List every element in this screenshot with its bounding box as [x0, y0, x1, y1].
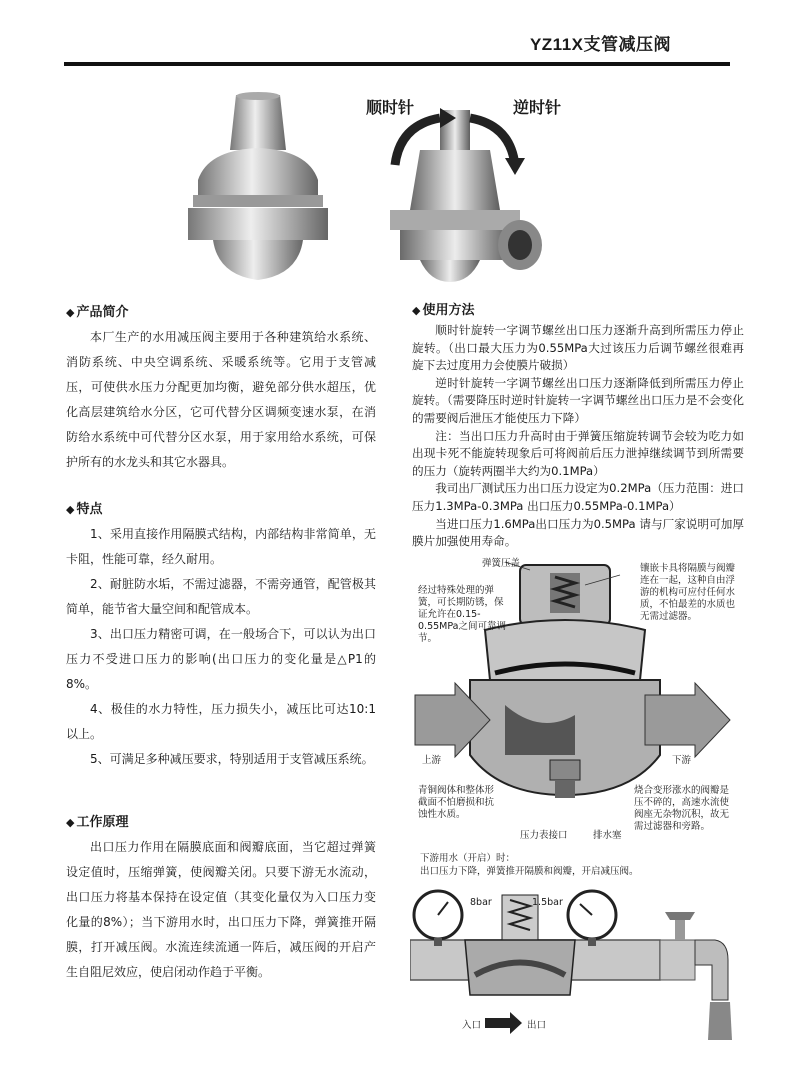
- features-section: [66, 497, 376, 772]
- feature-item: 4、极佳的水力特性，压力损失小，减压比可达10:1以上。: [66, 702, 376, 741]
- intro-title: ◆ 产品简介: [66, 305, 129, 320]
- clockwise-label: 顺时针: [366, 98, 415, 117]
- valve-photo-adjust: [360, 90, 550, 285]
- feature-item: 3、出口压力精密可调，在一般场合下，可以认为出口压力不受进口压力的影响(出口压力的变化量是△P1的8%。: [66, 627, 376, 691]
- label-gauge-port: 压力表接口: [520, 830, 568, 841]
- usage-paragraph: 我司出厂测试压力出口压力设定为0.2MPa（压力范围：进口压力1.3MPa-0.3MPa 出口压力0.55MPa-0.1MPa）: [412, 481, 744, 513]
- usage-paragraph: 顺时针旋转一字调节螺丝出口压力逐渐升高到所需压力停止旋转。（出口最大压力为0.55MPa大过该压力后调节螺丝很难再旋下去过度用力会使膜片破损）: [412, 323, 744, 373]
- diamond-icon: ◆: [66, 503, 75, 516]
- counterclockwise-label: 逆时针: [513, 98, 562, 117]
- label-inlet: 入口: [462, 1020, 482, 1031]
- principle-text: 出口压力作用在隔膜底面和阀瓣底面，当它超过弹簧设定值时，压缩弹簧，使阀瓣关闭。只要下游无水流动，出口压力将基本保持在设定值（其变化量仅为入口压力变化量的8%）；当下游用水时，出口压力下降，弹簧推开隔膜，打开减压阀。水流连续流通一阵后，减压阀的开启产生自阻尼效应，使启闭动作趋于平衡。: [66, 840, 376, 979]
- header-rule: [64, 62, 730, 66]
- features-title: ◆ 特点: [66, 502, 103, 517]
- gauge-outlet-reading: 1.5bar: [532, 897, 563, 908]
- valve-photo-front: [188, 90, 328, 285]
- label-seat-note: 烧合变形涨水的阀瓣是压不碎的，高速水流使阀座无杂物沉积，故无需过滤器和旁路。: [634, 785, 730, 832]
- page-title: YZ11X支管减压阀: [529, 35, 671, 54]
- feature-item: 2、耐脏防水垢，不需过滤器，不需旁通管，配管极其简单，能节省大量空间和配管成本。: [66, 577, 376, 616]
- usage-paragraph: 当进口压力1.6MPa出口压力为0.5MPa 请与厂家说明可加厚膜片加强使用寿命。: [412, 516, 744, 549]
- usage-title: ◆ 使用方法: [412, 303, 475, 318]
- diamond-icon: ◆: [66, 816, 75, 829]
- intro-text: 本厂生产的水用减压阀主要用于各种建筑给水系统、消防系统、中央空调系统、采暖系统等。它用于支管减压，可使供水压力分配更加均衡，避免部分供水超压，优化高层建筑给水分区，它可代替分区调频变速水泵，在消防给水系统中可代替分区水泵，用于家用给水系统，可保护所有的水龙头和其它水器具。: [66, 330, 376, 469]
- label-upstream: 上游: [422, 755, 442, 766]
- label-outlet: 出口: [527, 1020, 547, 1031]
- usage-section: [412, 300, 744, 551]
- label-body-note: 青铜阀体和整体形截面不怕磨损和抗蚀性水质。: [418, 785, 495, 820]
- principle-title: ◆ 工作原理: [66, 815, 129, 830]
- label-diaphragm-note: 镶嵌卡具将隔膜与阀瓣连在一起，这种自由浮游的机构可应付任何水质，不怕最差的水质也无需过滤器。: [640, 563, 736, 622]
- system-caption-line2: 出口压力下降，弹簧推开隔膜和阀瓣，开启减压阀。: [420, 866, 639, 877]
- label-drain: 排水塞: [593, 830, 622, 841]
- diamond-icon: ◆: [412, 304, 421, 317]
- feature-item: 5、可满足多种减压要求，特别适用于支管减压系统。: [90, 752, 374, 766]
- label-downstream: 下游: [672, 755, 692, 766]
- principle-section: [66, 810, 376, 985]
- feature-item: 1、采用直接作用隔膜式结构，内部结构非常简单，无卡阻，性能可靠，经久耐用。: [66, 527, 376, 566]
- gauge-inlet-reading: 8bar: [470, 897, 492, 908]
- usage-paragraph: 注：当出口压力升高时由于弹簧压缩旋转调节会较为吃力如出现卡死不能旋转现象后可将阀前后压力泄掉继续调节到所需要的压力（旋转两圈半大约为0.1MPa）: [412, 428, 744, 478]
- label-spring-note: 经过特殊处理的弹簧，可长期防锈，保证允许在0.15-0.55MPa之间可靠调节。: [418, 585, 506, 644]
- system-caption-line1: 下游用水（开启）时：: [420, 853, 516, 864]
- system-diagram: [410, 880, 740, 1040]
- intro-section: [66, 300, 376, 475]
- label-spring-cover: 弹簧压盖: [482, 558, 521, 569]
- diamond-icon: ◆: [66, 306, 75, 319]
- usage-paragraph: 逆时针旋转一字调节螺丝出口压力逐渐降低到所需压力停止旋转。（需要降压时逆时针旋转一字调节螺丝出口压力是不会变化的需要阀后泄压才能使压力下降）: [412, 375, 744, 425]
